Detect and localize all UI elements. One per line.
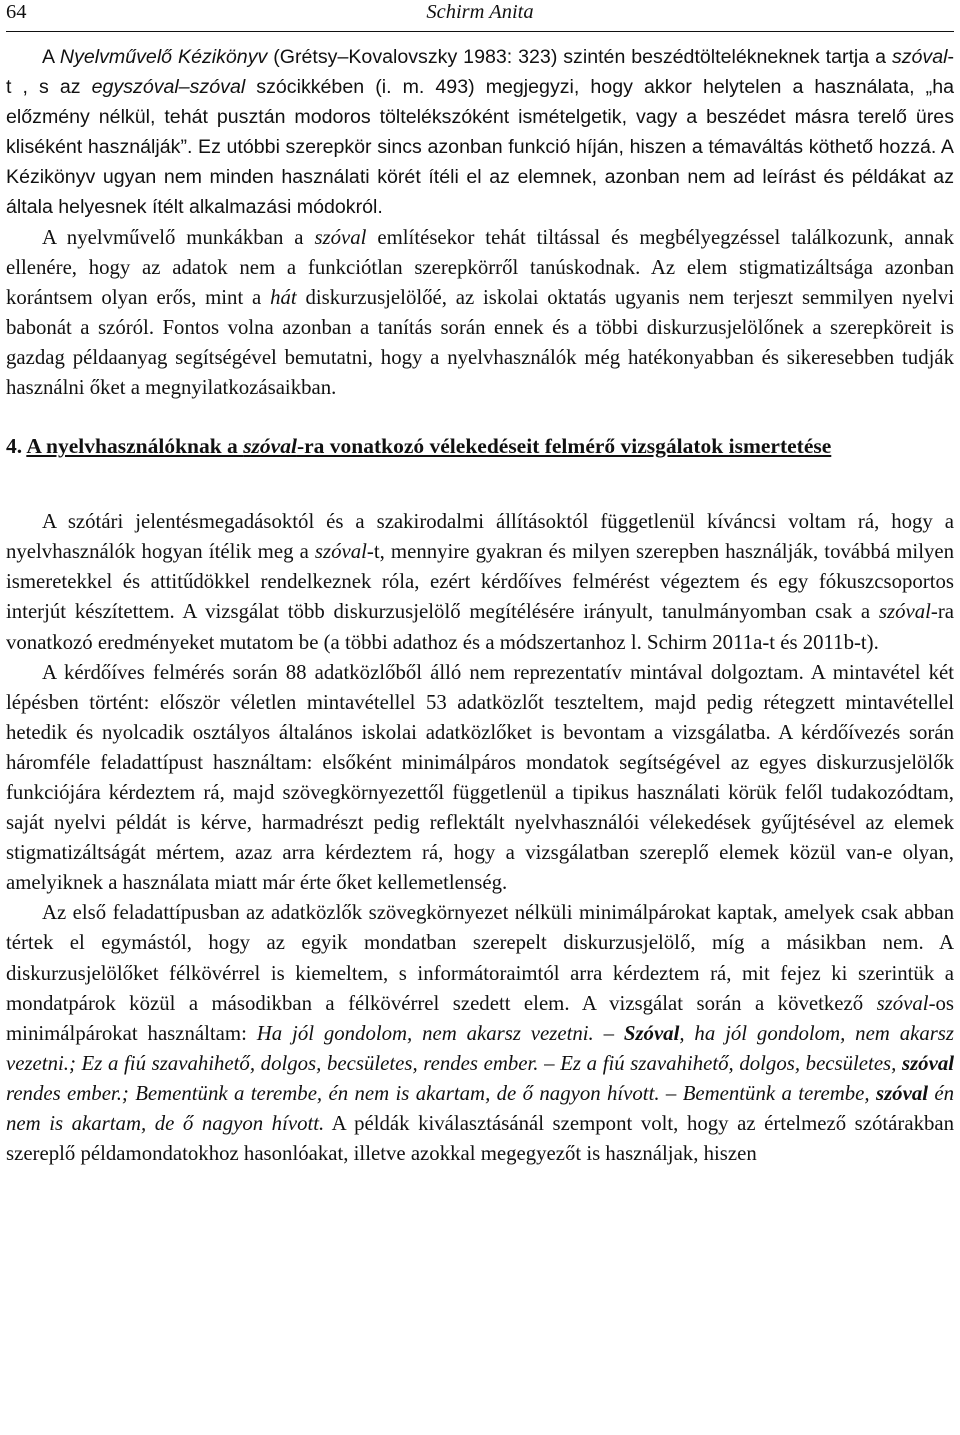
section-paragraph	[6, 507, 954, 657]
body-text: -ra vonatkozó eredményeket mutatom be (a többi adathoz és a módszertanhoz l. Schirm 2011a-t és 2011b-t).	[6, 600, 954, 654]
emphasized-text: Ez a fiú szavahihető, dolgos, becsületes,	[560, 1051, 902, 1075]
paragraphs-after-section	[6, 507, 954, 1169]
page-header	[6, 0, 954, 34]
body-text: Az első feladattípusban az adatközlők szövegkörnyezet nélküli minimálpárokat kaptak, amelyek csak abban tértek el egymástól, hogy az egyik mondatban szerepelt diskurzusjelölő, míg a másikban nem. A diskurzusjelölőket félkövérrel is kiemeltem, s informátoraimtól arra kérdeztem rá, mit fejez ki szerintük a mondatpárok közül a másodikban a félkövérrel szedett elem. A vizsgálat során a következő	[6, 901, 954, 1015]
body-text: A nyelvművelő munkákban a	[42, 225, 315, 249]
emphasized-text: szóval	[876, 991, 929, 1015]
emphasized-text: szóval	[314, 540, 367, 564]
section-number: 4.	[6, 434, 23, 459]
section-title-end: -ra vonatkozó vélekedéseit felmérő vizsgálatok ismertetése	[296, 434, 832, 459]
body-text: A példák kiválasztásánál szempont volt, hogy az értelmező szótárakban szereplő példamondatokhoz hasonlóakat, illetve azokkal megegyezőt is használjak, hiszen	[6, 1112, 954, 1166]
header-rule	[6, 31, 954, 32]
body-text: diskurzusjelölőé, az iskolai oktatás ugyanis nem terjeszt semmilyen nyelvi babonát a szóról. Fontos volna azonban a tanítás során ennek és a többi diskurzusjelölőnek a szerepköreit is gazdag példaanyag segítségével bemutatni, hogy a nyelvhasználók még hatékonyabban és sikeresebben tudják használni őket a megnyilatkozásaikban.	[6, 285, 954, 400]
emphasized-text: rendes ember.; Bementünk a terembe, én nem is akartam, de ő nagyon hívott.	[6, 1081, 660, 1105]
emphasized-text: Bementünk a terembe,	[682, 1081, 876, 1105]
body-text: -t , s az	[6, 46, 955, 99]
emphasized-text: szóval	[891, 46, 948, 68]
emphasized-text: szóval	[314, 225, 367, 249]
body-text: –	[593, 1021, 624, 1045]
emphasized-text: szóval	[876, 1081, 928, 1105]
emphasized-text: Ha jól gondolom, nem akarsz vezetni.	[256, 1021, 594, 1045]
emphasized-text: én nem is akartam, de ő nagyon hívott.	[6, 1081, 954, 1135]
body-text: szócikkében (i. m. 493) megjegyzi, hogy akkor helytelen a használata, „ha előzmény nélkül, tehát pusztán modoros töltelékszóként ismételgetik, vagy a beszédet másra terelő üres kliséként használják”. Ez utóbbi szerepkör sincs azonban funkció híján, hiszen a témaváltás köthető hozzá. A Kézikönyv ugyan nem minden használati körét ítéli el az elemnek, azonban nem ad leírást és példákat az általa helyesnek ítélt alkalmazási módokról.	[6, 76, 955, 219]
emphasized-text: , ha jól gondolom, nem akarsz vezetni.; Ez a fiú szavahihető, dolgos, becsületes, rendes ember.	[6, 1021, 954, 1075]
intro-paragraph	[6, 42, 954, 223]
body-text: említésekor tehát tiltással és megbélyegzéssel találkozunk, annak ellenére, hogy az adatok nem a funkciótlan szerepkörről tanúskodnak. Az elem stigmatizáltsága azonban korántsem olyan erős, mint a	[6, 225, 955, 309]
emphasized-text: szóval	[902, 1051, 954, 1075]
section-title-start: A nyelvhasználóknak a	[26, 434, 244, 459]
intro-paragraph	[6, 223, 954, 404]
body-text: (Grétsy–Kovalovszky 1983: 323) szintén beszédtöltelékneknek tartja a	[267, 46, 892, 68]
body-text: –	[659, 1081, 683, 1105]
section-heading	[6, 431, 954, 461]
page-body	[6, 42, 954, 1169]
page-number: 64	[6, 1, 27, 23]
body-text: A	[42, 46, 60, 68]
body-text: –	[538, 1051, 561, 1075]
section-title-italic: szóval	[243, 434, 297, 459]
section-title	[26, 434, 831, 458]
emphasized-text: szóval	[878, 600, 931, 624]
section-paragraph	[6, 898, 954, 1169]
body-text: A szótári jelentésmegadásoktól és a szakirodalmi állításoktól függetlenül kíváncsi voltam rá, hogy a nyelvhasználók hogyan ítélik meg a	[6, 510, 954, 564]
emphasized-text: hát	[270, 285, 297, 309]
body-text: -os minimálpárokat használtam:	[6, 991, 954, 1045]
emphasized-text: egyszóval–szóval	[91, 76, 246, 99]
emphasized-text: Szóval	[623, 1021, 680, 1045]
paragraphs-before-section	[6, 42, 954, 403]
body-text: A kérdőíves felmérés során 88 adatközlőből álló nem reprezentatív mintával dolgoztam. A mintavétel két lépésben történt: először véletlen mintavétellel 53 adatközlőt teszteltem, majd pedig rétegzett mintavétellel hetedik és nyolcadik osztályos általános iskolai adatközlőket is bevontam a vizsgálatba. A kérdőívezés során háromféle feladattípust használtam: elsőként minimálpáros mondatok segítségével az egyes diskurzusjelölők funkciójára kérdeztem rá, majd szövegkörnyezettől függetlenül a tipikus használati körük felől tudakozódtam, saját nyelvi példát is kérve, harmadrészt pedig reflektált nyelvhasználói vélekedések gyűjtésével az elemek stigmatizáltságát mértem, azaz arra kérdeztem rá, hogy a vizsgálatban szereplő elemek közül van-e olyan, amelyiknek a használata miatt már érte őket kellemetlenség.	[6, 660, 954, 895]
section-paragraph	[6, 658, 954, 899]
emphasized-text: Nyelvművelő Kézikönyv	[59, 46, 268, 68]
running-head: Schirm Anita	[426, 1, 534, 23]
body-text: -t, mennyire gyakran és milyen szerepben használják, továbbá milyen ismeretekkel és attitűdökkel rendelkeznek róla, ezért kérdőíves felmérést végeztem és egy fókuszcsoportos interjút készítettem. A vizsgálat több diskurzusjelölő megítélésére irányult, tanulmányomban csak a	[6, 540, 955, 624]
